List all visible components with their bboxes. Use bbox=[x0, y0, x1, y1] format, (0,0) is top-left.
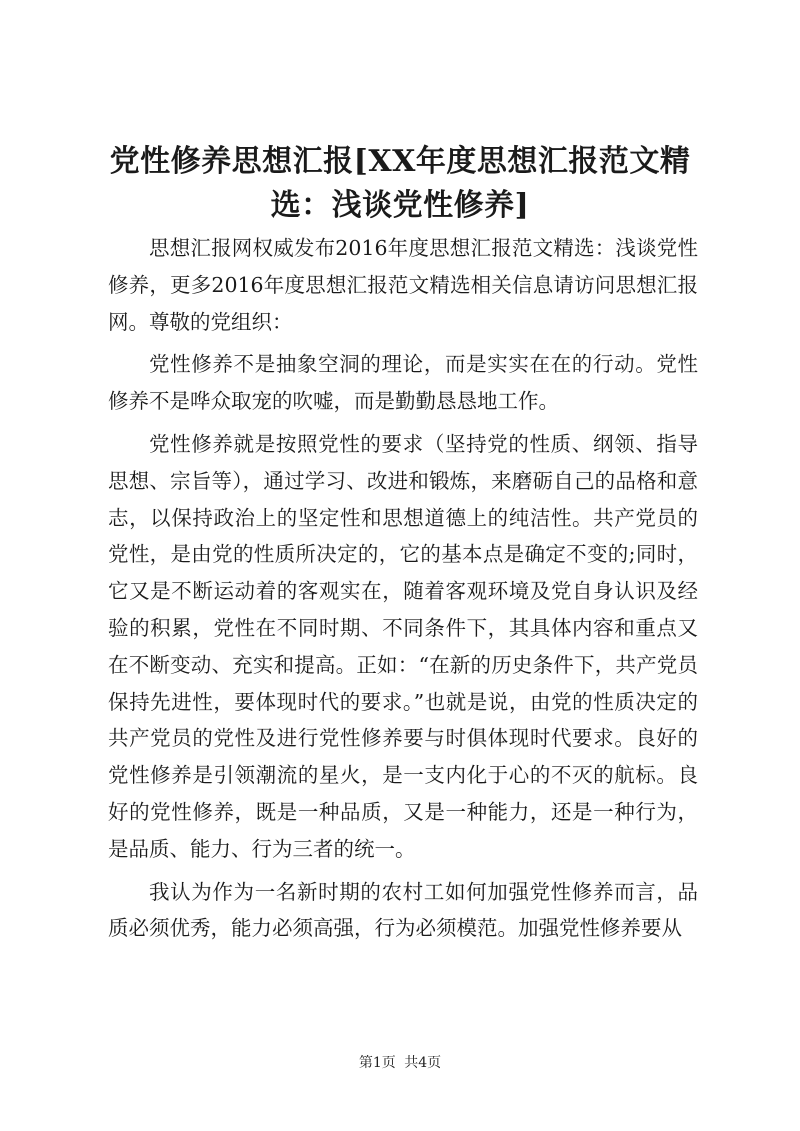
page-footer bbox=[0, 1053, 800, 1073]
page-title: 党性修养思想汇报[XX年度思想汇报范文精选：浅谈党性修养] bbox=[109, 144, 691, 223]
page-total: 共4页 bbox=[404, 1055, 442, 1071]
page-number: 第1页 bbox=[358, 1055, 396, 1071]
paragraph-3: 党性修养就是按照党性的要求（坚持党的性质、纲领、指导思想、宗旨等），通过学习、改进和锻炼，来磨砺自己的品格和意志，以保持政治上的坚定性和思想道德上的纯洁性。共产党员的党性，是由党的性质所决定的，它的基本点是确定不变的;同时，它又是不断运动着的客观实在，随着客观环境及党自身认识及经验的积累，党性在不同时期、不同条件下，其具体内容和重点又在不断变动、充实和提高。正如：“在新的历史条件下，共产党员保持先进性，要体现时代的要求。”也就是说，由党的性质决定的共产党员的党性及进行党性修养要与时俱体现时代要求。良好的党性修养是引领潮流的星火，是一支内化于心的不灭的航标。良好的党性修养，既是一种品质，又是一种能力，还是一种行为，是品质、能力、行为三者的统一。 bbox=[108, 431, 698, 861]
paragraph-1: 思想汇报网权威发布2016年度思想汇报范文精选：浅谈党性修养，更多2016年度思想汇报范文精选相关信息请访问思想汇报网。尊敬的党组织： bbox=[108, 236, 698, 334]
document-body bbox=[108, 230, 698, 953]
paragraph-2: 党性修养不是抽象空洞的理论，而是实实在在的行动。党性修养不是哗众取宠的吹嘘，而是勤勤恳恳地工作。 bbox=[108, 352, 698, 414]
paragraph-4: 我认为作为一名新时期的农村工如何加强党性修养而言，品质必须优秀，能力必须高强，行为必须模范。加强党性修养要从 bbox=[108, 879, 698, 941]
